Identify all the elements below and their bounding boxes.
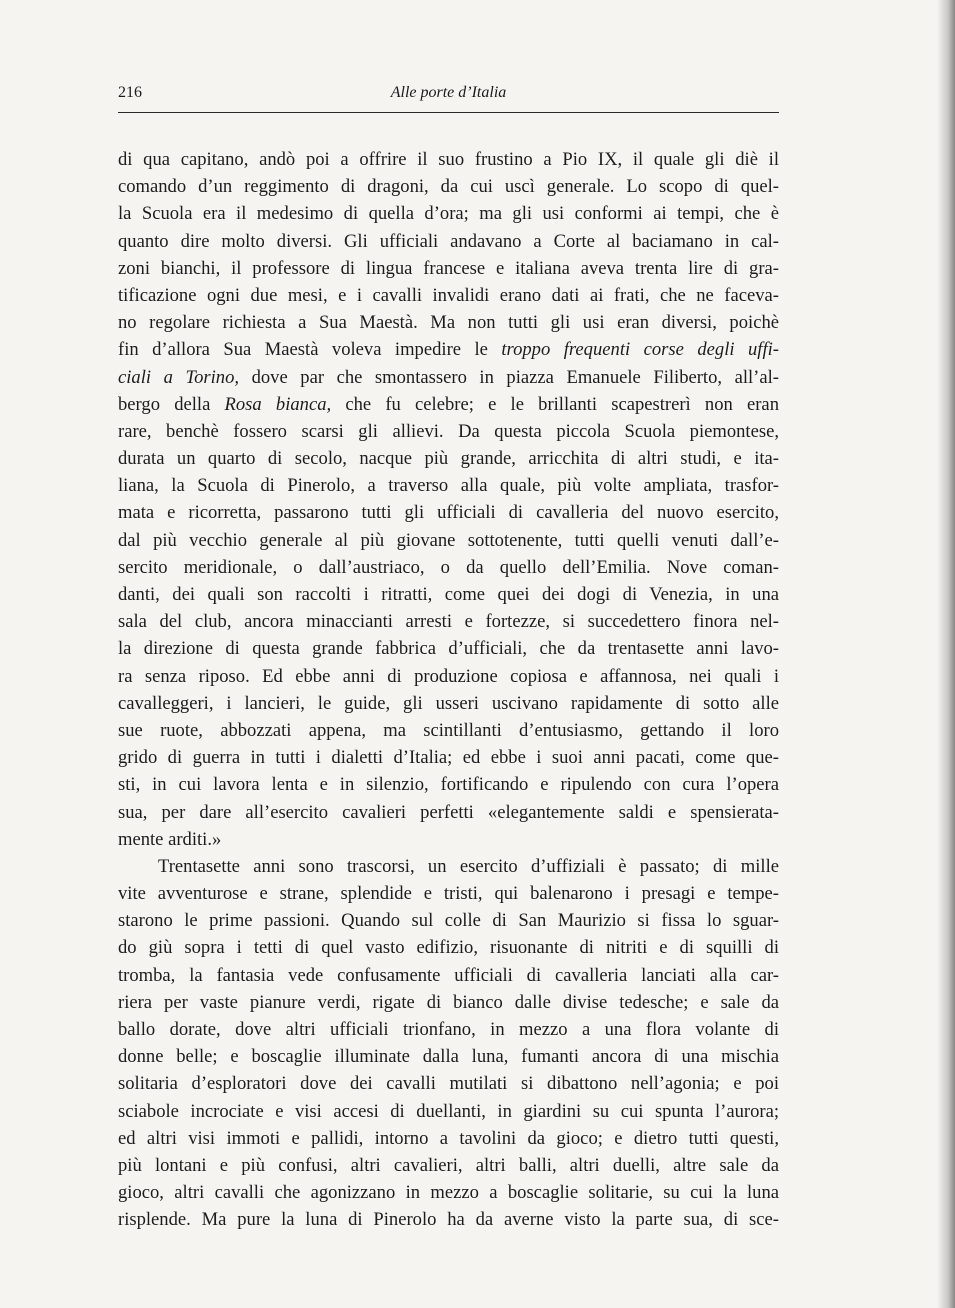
text-line: sua, per dare all’esercito cavalieri perfetti «elegantemente saldi e spensierata- [118,801,779,823]
text-line: donne belle; e boscaglie illuminate dalla luna, fumanti ancora di una mischia [118,1046,779,1068]
text-line: ra senza riposo. Ed ebbe anni di produzione copiosa e affannosa, nei quali i [118,665,779,687]
text-line: più lontani e più confusi, altri cavalieri, altri balli, altri duelli, altre sale da [118,1154,779,1176]
text-line: sti, in cui lavora lenta e in silenzio, fortificando e ripulendo con cura l’opera [118,774,779,796]
text-line: ciali a Torino, dove par che smontassero in piazza Emanuele Filiberto, all’al- [118,366,779,388]
page-number: 216 [118,84,142,101]
text-line: do giù sopra i tetti di quel vasto edifizio, risuonante di nitriti e di squilli di [118,937,779,959]
text-line: starono le prime passioni. Quando sul colle di San Maurizio si fissa lo sguar- [118,910,779,932]
text-line: riera per vaste pianure verdi, rigate di bianco dalle divise tedesche; e sale da [118,991,779,1013]
text-line: sciabole incrociate e visi accesi di duellanti, in giardini su cui spunta l’aurora; [118,1100,779,1122]
text-line: gioco, altri cavalli che agonizzano in mezzo a boscaglie solitarie, su cui la luna [118,1182,779,1204]
text-line: tromba, la fantasia vede confusamente ufficiali di cavalleria lanciati alla car- [118,964,779,986]
text-line: ed altri visi immoti e pallidi, intorno a tavolini da gioco; e dietro tutti questi, [118,1127,779,1149]
text-line: zoni bianchi, il professore di lingua francese e italiana aveva trenta lire di gra- [118,257,779,279]
text-line: mata e ricorretta, passarono tutti gli ufficiali di cavalleria del nuovo esercito, [118,502,779,524]
text-line: fin d’allora Sua Maestà voleva impedire le troppo frequenti corse degli uffi- [118,339,779,361]
text-line: durata un quarto di secolo, nacque più grande, arricchita di altri studi, e ita- [118,448,779,470]
text-line: vite avventurose e strane, splendide e tristi, qui balenarono i presagi e tempe- [118,883,779,905]
text-line: solitaria d’esploratori dove dei cavalli mutilati si dibattono nell’agonia; e poi [118,1073,779,1095]
text-line: Trentasette anni sono trascorsi, un esercito d’uffiziali è passato; di mille [158,855,779,877]
text-line: sue ruote, abbozzati appena, ma scintillanti d’entusiasmo, gettando il loro [118,719,779,741]
text-line: cavalleggeri, i lancieri, le guide, gli usseri uscivano rapidamente di sotto alle [118,692,779,714]
text-line: grido di guerra in tutti i dialetti d’Italia; ed ebbe i suoi anni pacati, come que- [118,747,779,769]
text-line: risplende. Ma pure la luna di Pinerolo ha da averne visto la parte sua, di sce- [118,1209,779,1231]
text-line: no regolare richiesta a Sua Maestà. Ma non tutti gli usi eran diversi, poichè [118,312,779,334]
text-line: dal più vecchio generale al più giovane sottotenente, tutti quelli venuti dall’e- [118,529,779,551]
text-line: sala del club, ancora minaccianti arresti e fortezze, si succedettero finora nel- [118,611,779,633]
page-header [118,82,779,113]
text-line: tificazione ogni due mesi, e i cavalli invalidi erano dati ai frati, che ne faceva- [118,284,779,306]
text-line: ballo dorate, dove altri ufficiali trionfano, in mezzo a una flora volante di [118,1019,779,1040]
running-title: Alle porte d’Italia [390,84,507,101]
text-line: la Scuola era il medesimo di quella d’ora; ma gli usi conformi ai tempi, che è [118,203,779,225]
text-line: quanto dire molto diversi. Gli ufficiali andavano a Corte al baciamano in cal- [118,230,779,252]
text-line: bergo della Rosa bianca, che fu celebre; e le brillanti scapestrerì non eran [118,393,779,415]
text-line: sercito meridionale, o dall’austriaco, o da quello dell’Emilia. Nove coman- [118,556,779,578]
text-line: liana, la Scuola di Pinerolo, a traverso alla quale, più volte ampliata, trasfor- [118,475,779,497]
page-edge-shadow [937,0,955,1308]
text-line: mente arditi.» [118,828,222,850]
text-line: la direzione di questa grande fabbrica d’ufficiali, che da trentasette anni lavo- [118,638,779,660]
text-line: danti, dei quali son raccolti i ritratti, come quei dei dogi di Venezia, in una [118,584,779,605]
text-line: rare, benchè fossero scarsi gli allievi. Da questa piccola Scuola piemontese, [118,420,779,442]
text-line: di qua capitano, andò poi a offrire il suo frustino a Pio IX, il quale gli diè il [118,149,779,170]
text-line: comando d’un reggimento di dragoni, da cui uscì generale. Lo scopo di quel- [118,176,779,198]
body-text [118,146,779,1234]
